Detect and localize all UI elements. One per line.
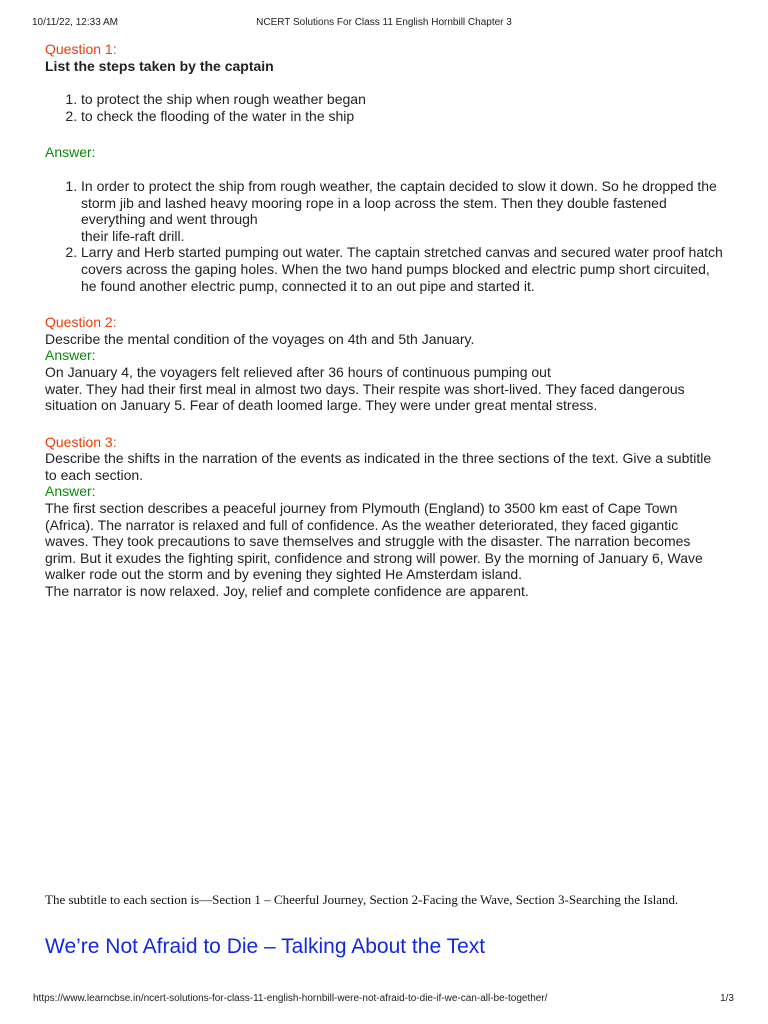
print-header [0,17,768,31]
question-3-text: Describe the shifts in the narration of the events as indicated in the three sections of the text. Give a subtitle to each section. [45,450,712,483]
question-2-text: Describe the mental condition of the voyages on 4th and 5th January. [45,330,475,347]
answer-2-line-1: On January 4, the voyagers felt relieved after 36 hours of continuous pumping out [45,363,551,380]
answer-3-paragraph-1: The first section describes a peaceful journey from Plymouth (England) to 3500 km east of Cape Town (Africa). The narrator is relaxed and full of confidence. As the weather deteriorated, they faced gigantic waves. They took precautions to save themselves and struggle with the disaster. The narration becomes grim. But it exudes the fighting spirit, confidence and strong will power. By the morning of January 6, Wave walker rode out the storm and by evening they sighted He Amsterdam island. [45,500,703,583]
answer-3-paragraph-2: The narrator is now relaxed. Joy, relief and complete confidence are apparent. [45,583,529,600]
answer-1-item-1-text: In order to protect the ship from rough weather, the captain decided to slow it down. So he dropped the storm jib and lashed heavy mooring rope in a loop across the stem. Then they double fastened everything and went through [81,177,717,228]
print-page-number: 1/3 [720,993,734,1004]
print-url: https://www.learncbse.in/ncert-solutions-for-class-11-english-hornbill-were-not-afraid-to-die-if-we-can-all-be-together/ [33,993,548,1004]
answer-3-label: Answer: [45,483,96,500]
print-page-title: NCERT Solutions For Class 11 English Hornbill Chapter 3 [256,17,512,28]
answer-1-item-2-text: Larry and Herb started pumping out water. The captain stretched canvas and secured water proof hatch covers across the gaping holes. When the two hand pumps blocked and electric pump short circuited, he found another electric pump, connected it to an out pipe and started it. [81,244,723,294]
answer-2-text [45,364,725,414]
answer-3-text [45,500,725,600]
question-1-list [45,91,725,124]
answer-1-list [45,178,725,294]
print-footer [0,993,768,1007]
question-1-label: Question 1: [45,41,117,57]
answer-1-item-1-continued: their life-raft drill. [81,227,185,244]
question-2-label: Question 2: [45,314,117,331]
list-item: 2. to check the flooding of the water in the ship [81,108,725,125]
next-section-heading: We’re Not Afraid to Die – Talking About the Text [45,935,486,958]
list-item: 1. to protect the ship when rough weather began [81,91,725,108]
answer-2-label: Answer: [45,347,96,364]
answer-1-label: Answer: [45,144,96,161]
article-content [45,41,725,600]
list-item [81,178,725,244]
answer-2-line-2: water. They had their first meal in almost two days. Their respite was short-lived. They faced dangerous situation on January 5. Fear of death loomed large. They were under great mental stress. [45,380,685,414]
question-1-title: List the steps taken by the captain [45,57,274,74]
print-datetime: 10/11/22, 12:33 AM [32,17,118,28]
subtitle-note: The subtitle to each section is—Section 1 – Cheerful Journey, Section 2-Facing the Wave, Section 3-Searching the Island. [45,892,679,907]
question-3-label: Question 3: [45,433,117,450]
list-item [81,244,725,294]
